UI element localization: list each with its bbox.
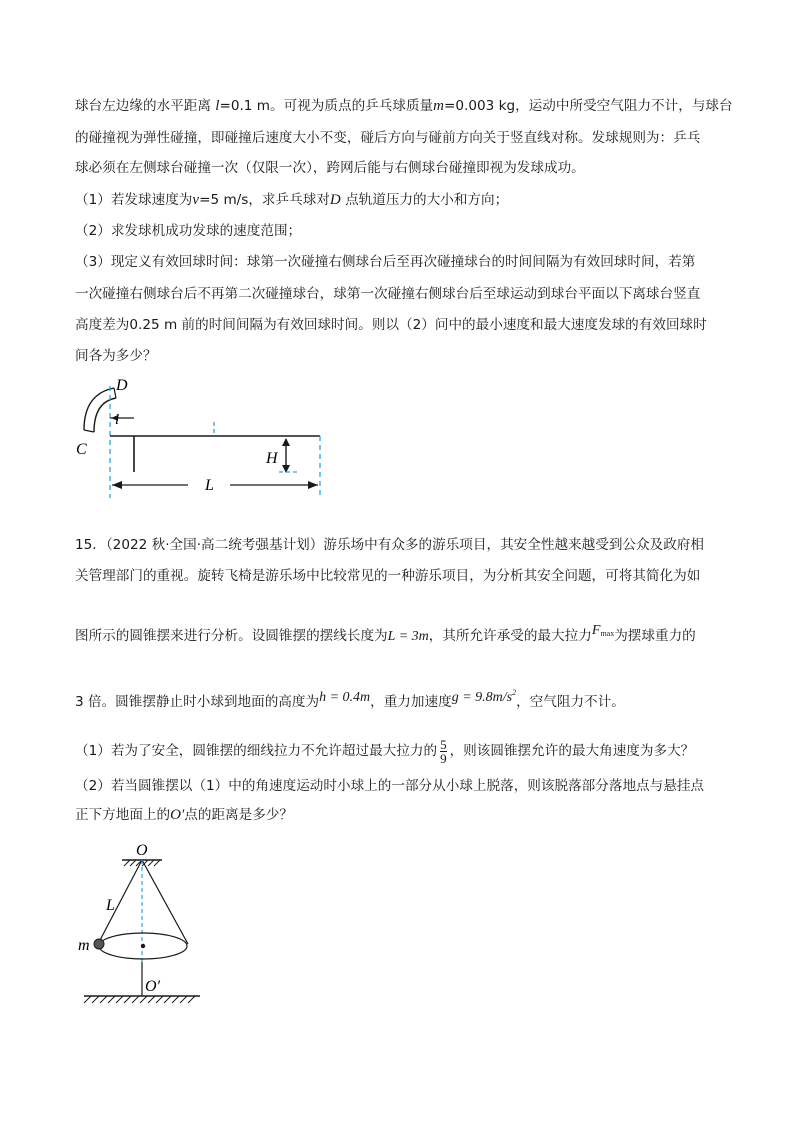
p15-line-3: 图所示的圆锥摆来进行分析。设圆锥摆的摆线长度为L = 3m，其所允许承受的最大拉力$F_{max}$为摆球重力的 [75, 623, 696, 644]
label-l: l [115, 412, 120, 428]
p15-question-1: （1）若为了安全，圆锥摆的细线拉力不允许超过最大拉力的 $\frac{5}{9}$ ，则该圆锥摆允许的最大角速度为多大？ [75, 736, 695, 766]
p14-question-3-line-1: （3）现定义有效回球时间：球第一次碰撞右侧球台后至再次碰撞球台的时间间隔为有效回球时间，若第 [75, 254, 696, 270]
p14-question-3-line-3: 高度差为0.25 m 前的时间间隔为有效回球时间。则以（2）问中的最小速度和最大速度发球的有效回球时 [75, 317, 707, 333]
p15-line-4: 3 倍。圆锥摆静止时小球到地面的高度为h = 0.4m，重力加速度$g = 9.8m/s^2$，空气阻力不计。 [75, 688, 625, 710]
p15-line-1: 15．（2022 秋·全国·高二统考强基计划）游乐场中有众多的游乐项目，其安全性越来越受到公众及政府相 [75, 537, 704, 553]
p15-line-2: 关管理部门的重视。旋转飞椅是游乐场中比较常见的一种游乐项目，为分析其安全问题，可将其简化为如 [75, 568, 701, 584]
eq-fmax: $F_{max}$ [591, 623, 615, 638]
label-L: L [106, 897, 115, 914]
eq-rope-length: L = 3m [387, 629, 429, 644]
p15-question-2-line-1: （2）若当圆锥摆以（1）中的角速度运动时小球上的一部分从小球上脱落，则该脱落部分落地点与悬挂点 [75, 778, 705, 794]
label-H: H [266, 450, 278, 467]
label-O: O [136, 842, 148, 859]
p14-question-3-line-4: 间各为多少？ [75, 348, 157, 364]
label-C: C [76, 441, 87, 458]
p14-line-2: 的碰撞视为弹性碰撞，即碰撞后速度大小不变，碰后方向与碰前方向关于竖直线对称。发球规则为：乒乓 [75, 130, 701, 146]
label-L: L [205, 477, 214, 494]
eq-height: h = 0.4m [319, 690, 371, 705]
eq-gravity: $g = 9.8m/s^2$ [451, 688, 517, 705]
label-m: m [78, 937, 90, 954]
p15-question-2-line-2: 正下方地面上的O′点的距离是多少？ [75, 807, 294, 823]
label-D: D [116, 377, 128, 394]
conical-pendulum-figure [78, 838, 218, 1008]
p14-question-3-line-2: 一次碰撞右侧球台后不再第二次碰撞球台，球第一次碰撞右侧球台后至球运动到球台平面以下离球台竖直 [75, 286, 701, 302]
fraction-5-9: $\frac{5}{9}$ [440, 736, 447, 766]
label-O-prime: O′ [145, 978, 161, 995]
launcher-track-inner [94, 398, 116, 432]
center-dot [141, 944, 145, 948]
p14-question-1: （1）若发球速度为v=5 m/s，求乒乓球对D 点轨道压力的大小和方向； [75, 192, 509, 208]
pendulum-ball [94, 939, 104, 949]
pendulum-string [98, 860, 142, 944]
p14-question-2: （2）求发球机成功发球的速度范围； [75, 223, 302, 239]
p14-line-1: 球台左边缘的水平距离 l=0.1 m。可视为质点的乒乓球质量m=0.003 kg，运动中所受空气阻力不计，与球台 [75, 98, 733, 114]
p14-line-3: 球必须在左侧球台碰撞一次（仅限一次），跨网后能与右侧球台碰撞即视为发球成功。 [75, 160, 585, 176]
table-tennis-figure [70, 372, 340, 502]
